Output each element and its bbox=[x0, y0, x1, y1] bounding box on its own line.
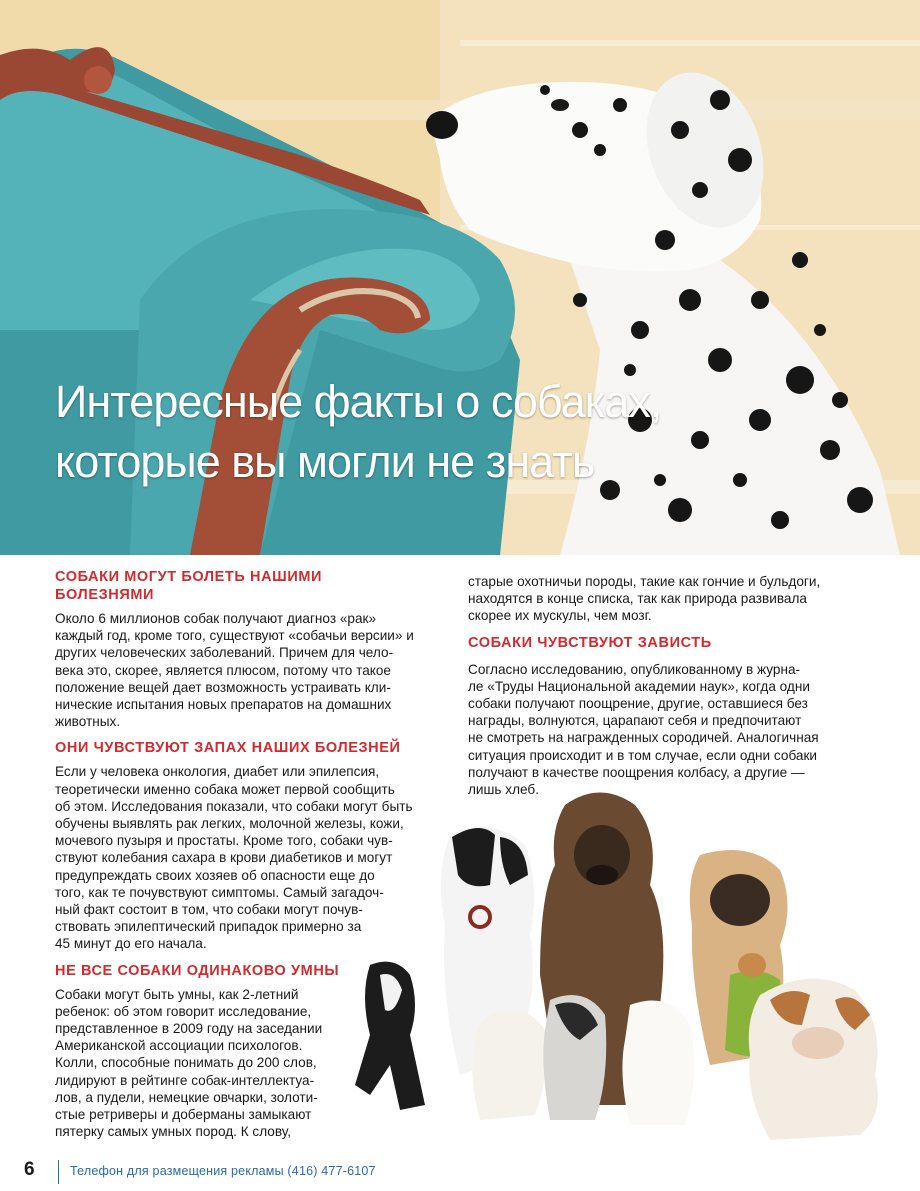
text-line: ле «Труды Национальной академии наук», когда одни bbox=[468, 678, 810, 694]
section-text-diseases bbox=[55, 610, 455, 730]
section-heading-smart: НЕ ВСЕ СОБАКИ ОДИНАКОВО УМНЫ bbox=[55, 962, 340, 979]
section-text-envy bbox=[468, 661, 868, 799]
title-line-1: Интересные факты о собаках, bbox=[55, 376, 662, 427]
text-line: стые ретриверы и доберманы замыкают bbox=[55, 1107, 312, 1123]
text-line: старые охотничьи породы, такие как гончие и бульдоги, bbox=[468, 574, 821, 589]
section-text-smell bbox=[55, 763, 455, 952]
right-column bbox=[468, 573, 868, 798]
heading-line: СОБАКИ МОГУТ БОЛЕТЬ НАШИМИ bbox=[55, 569, 323, 585]
text-line: лишь хлеб. bbox=[468, 782, 539, 798]
text-line: ствовать эпилептический припадок примерно за bbox=[55, 919, 362, 935]
section-text-smart bbox=[55, 986, 455, 1141]
section-heading-envy: СОБАКИ ЧУВСТВУЮТ ЗАВИСТЬ bbox=[468, 634, 712, 651]
text-line: каждый год, кроме того, существуют «собачьи версии» и bbox=[55, 628, 414, 644]
text-line: века это, скорее, является плюсом, потому что такое bbox=[55, 662, 391, 678]
text-line: других человеческих заболеваний. Причем для чело- bbox=[55, 645, 394, 661]
text-line: нические испытания новых препаратов на домашних bbox=[55, 697, 392, 713]
text-line: ствуют колебания сахара в крови диабетиков и могут bbox=[55, 850, 393, 866]
text-line: лов, а пудели, немецкие овчарки, золоти- bbox=[55, 1089, 318, 1105]
text-line: Колли, способные понимать до 200 слов, bbox=[55, 1055, 317, 1071]
text-line: пятерку самых умных пород. К слову, bbox=[55, 1124, 291, 1140]
title-line-2: которые вы могли не знать bbox=[55, 436, 595, 487]
text-line: ситуация происходит и в том случае, если одни собаки bbox=[468, 747, 818, 763]
text-line: предупреждать своих хозяев об опасности еще до bbox=[55, 867, 375, 883]
hero-image bbox=[0, 0, 920, 555]
text-line: животных. bbox=[55, 714, 121, 730]
text-line: мочевого пузыря и простаты. Кроме того, собаки чув- bbox=[55, 833, 393, 849]
text-line: находятся в конце списка, так как природа развивала bbox=[468, 591, 807, 607]
text-line: ребенок: об этом говорит исследование, bbox=[55, 1003, 312, 1019]
text-line: не смотреть на награжденных сородичей. Аналогичная bbox=[468, 730, 819, 746]
text-line: награды, волнуются, царапают себя и предпочитают bbox=[468, 713, 802, 729]
text-line: Американской ассоциации психологов. bbox=[55, 1038, 303, 1054]
page-title bbox=[55, 372, 661, 492]
section-heading-diseases bbox=[55, 568, 455, 604]
left-column bbox=[55, 568, 455, 1140]
text-line: 45 минут до его начала. bbox=[55, 936, 207, 952]
text-line: положение вещей дает возможность устраивать кли- bbox=[55, 679, 391, 695]
footer-divider bbox=[58, 1160, 59, 1184]
text-line: скорее их мускулы, чем мозг. bbox=[468, 608, 652, 624]
text-line: об этом. Исследования показали, что собаки могут быть bbox=[55, 798, 413, 814]
text-line: ный факт состоит в том, что собаки могут почув- bbox=[55, 902, 363, 918]
text-line: Собаки могут быть умны, как 2-летний bbox=[55, 986, 299, 1002]
text-line: Около 6 миллионов собак получают диагноз «рак» bbox=[55, 611, 377, 626]
continuation-text bbox=[468, 573, 868, 625]
ad-phone-text: Телефон для размещения рекламы (416) 477-6107 bbox=[70, 1164, 376, 1178]
text-line: теоретически именно собака может первой сообщить bbox=[55, 781, 395, 797]
text-line: собаки получают поощрение, другие, оставшиеся без bbox=[468, 696, 808, 712]
text-line: Если у человека онкология, диабет или эпилепсия, bbox=[55, 764, 380, 780]
text-line: получают в качестве поощрения колбасу, а другие — bbox=[468, 764, 805, 780]
text-line: Согласно исследованию, опубликованному в журна- bbox=[468, 661, 801, 677]
page-footer bbox=[0, 1158, 920, 1191]
text-line: обучены выявлять рак легких, молочной железы, кожи, bbox=[55, 816, 404, 832]
text-line: представленное в 2009 году на заседании bbox=[55, 1021, 323, 1037]
section-heading-smell: ОНИ ЧУВСТВУЮТ ЗАПАХ НАШИХ БОЛЕЗНЕЙ bbox=[55, 740, 401, 757]
text-line: того, как те почувствуют симптомы. Самый загадоч- bbox=[55, 884, 384, 900]
heading-line: БОЛЕЗНЯМИ bbox=[55, 587, 155, 603]
text-line: лидируют в рейтинге собак-интеллектуа- bbox=[55, 1072, 315, 1088]
page-number: 6 bbox=[24, 1159, 35, 1180]
